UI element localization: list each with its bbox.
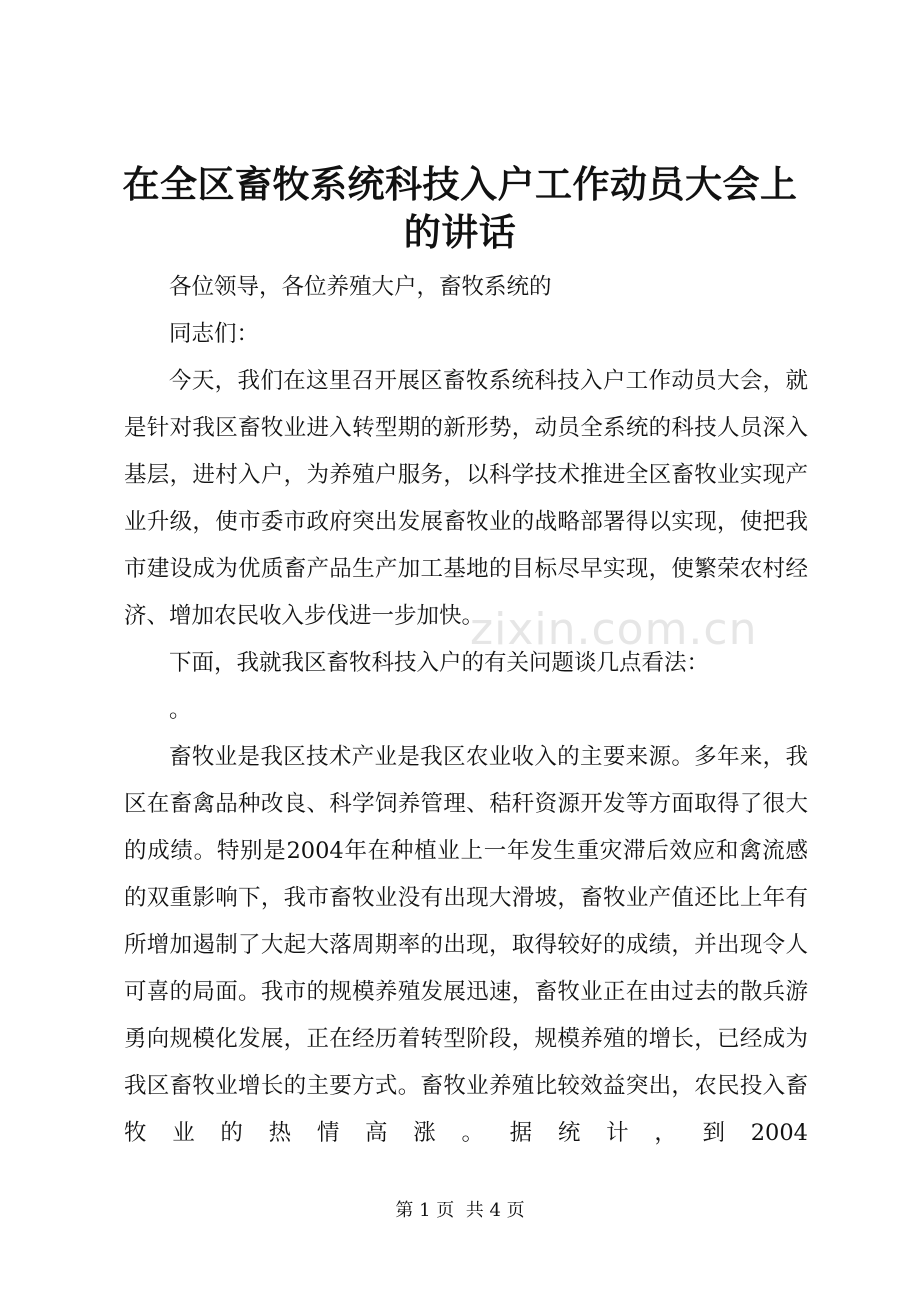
paragraph-intro: 今天，我们在这里召开展区畜牧系统科技入户工作动员大会，就是针对我区畜牧业进入转型期的新形势，动员全系统的科技人员深入基层，进村入户，为养殖户服务，以科学技术推进全区畜牧业实现产业升级，使市委市政府突出发展畜牧业的战略部署得以实现，使把我市建设成为优质畜产品生产加工基地的目标尽早实现，使繁荣农村经济、增加农民收入步伐进一步加快。	[124, 368, 808, 629]
paragraph-transition: 下面，我就我区畜牧科技入户的有关问题谈几点看法：	[169, 650, 710, 676]
page-total: 共 4 页	[465, 1200, 525, 1221]
page-footer	[0, 1196, 920, 1222]
page-number: 第 1 页	[395, 1200, 455, 1221]
watermark-text: zixin.com.cn	[470, 604, 758, 655]
document-title: 在全区畜牧系统科技入户工作动员大会上的讲话	[122, 162, 798, 254]
paragraph-main: 畜牧业是我区技术产业是我区农业收入的主要来源。多年来，我区在畜禽品种改良、科学饲养管理、秸秆资源开发等方面取得了很大的成绩。特别是2004年在种植业上一年发生重灾滞后效应和禽流感的双重影响下，我市畜牧业没有出现大滑坡，畜牧业产值还比上年有所增加遏制了大起大落周期率的出现，取得较好的成绩，并出现令人可喜的局面。我市的规模养殖发展迅速，畜牧业正在由过去的散兵游勇向规模化发展，正在经历着转型阶段，规模养殖的增长，已经成为我区畜牧业增长的主要方式。畜牧业养殖比较效益突出，农民投入畜牧业的热情高涨。据统计，到2004	[124, 744, 808, 1146]
document-body	[124, 264, 808, 1157]
paragraph-salutation-cont: 同志们：	[169, 321, 260, 347]
paragraph-mark: 。	[169, 697, 192, 723]
paragraph-salutation: 各位领导，各位养殖大户，畜牧系统的	[169, 274, 552, 300]
